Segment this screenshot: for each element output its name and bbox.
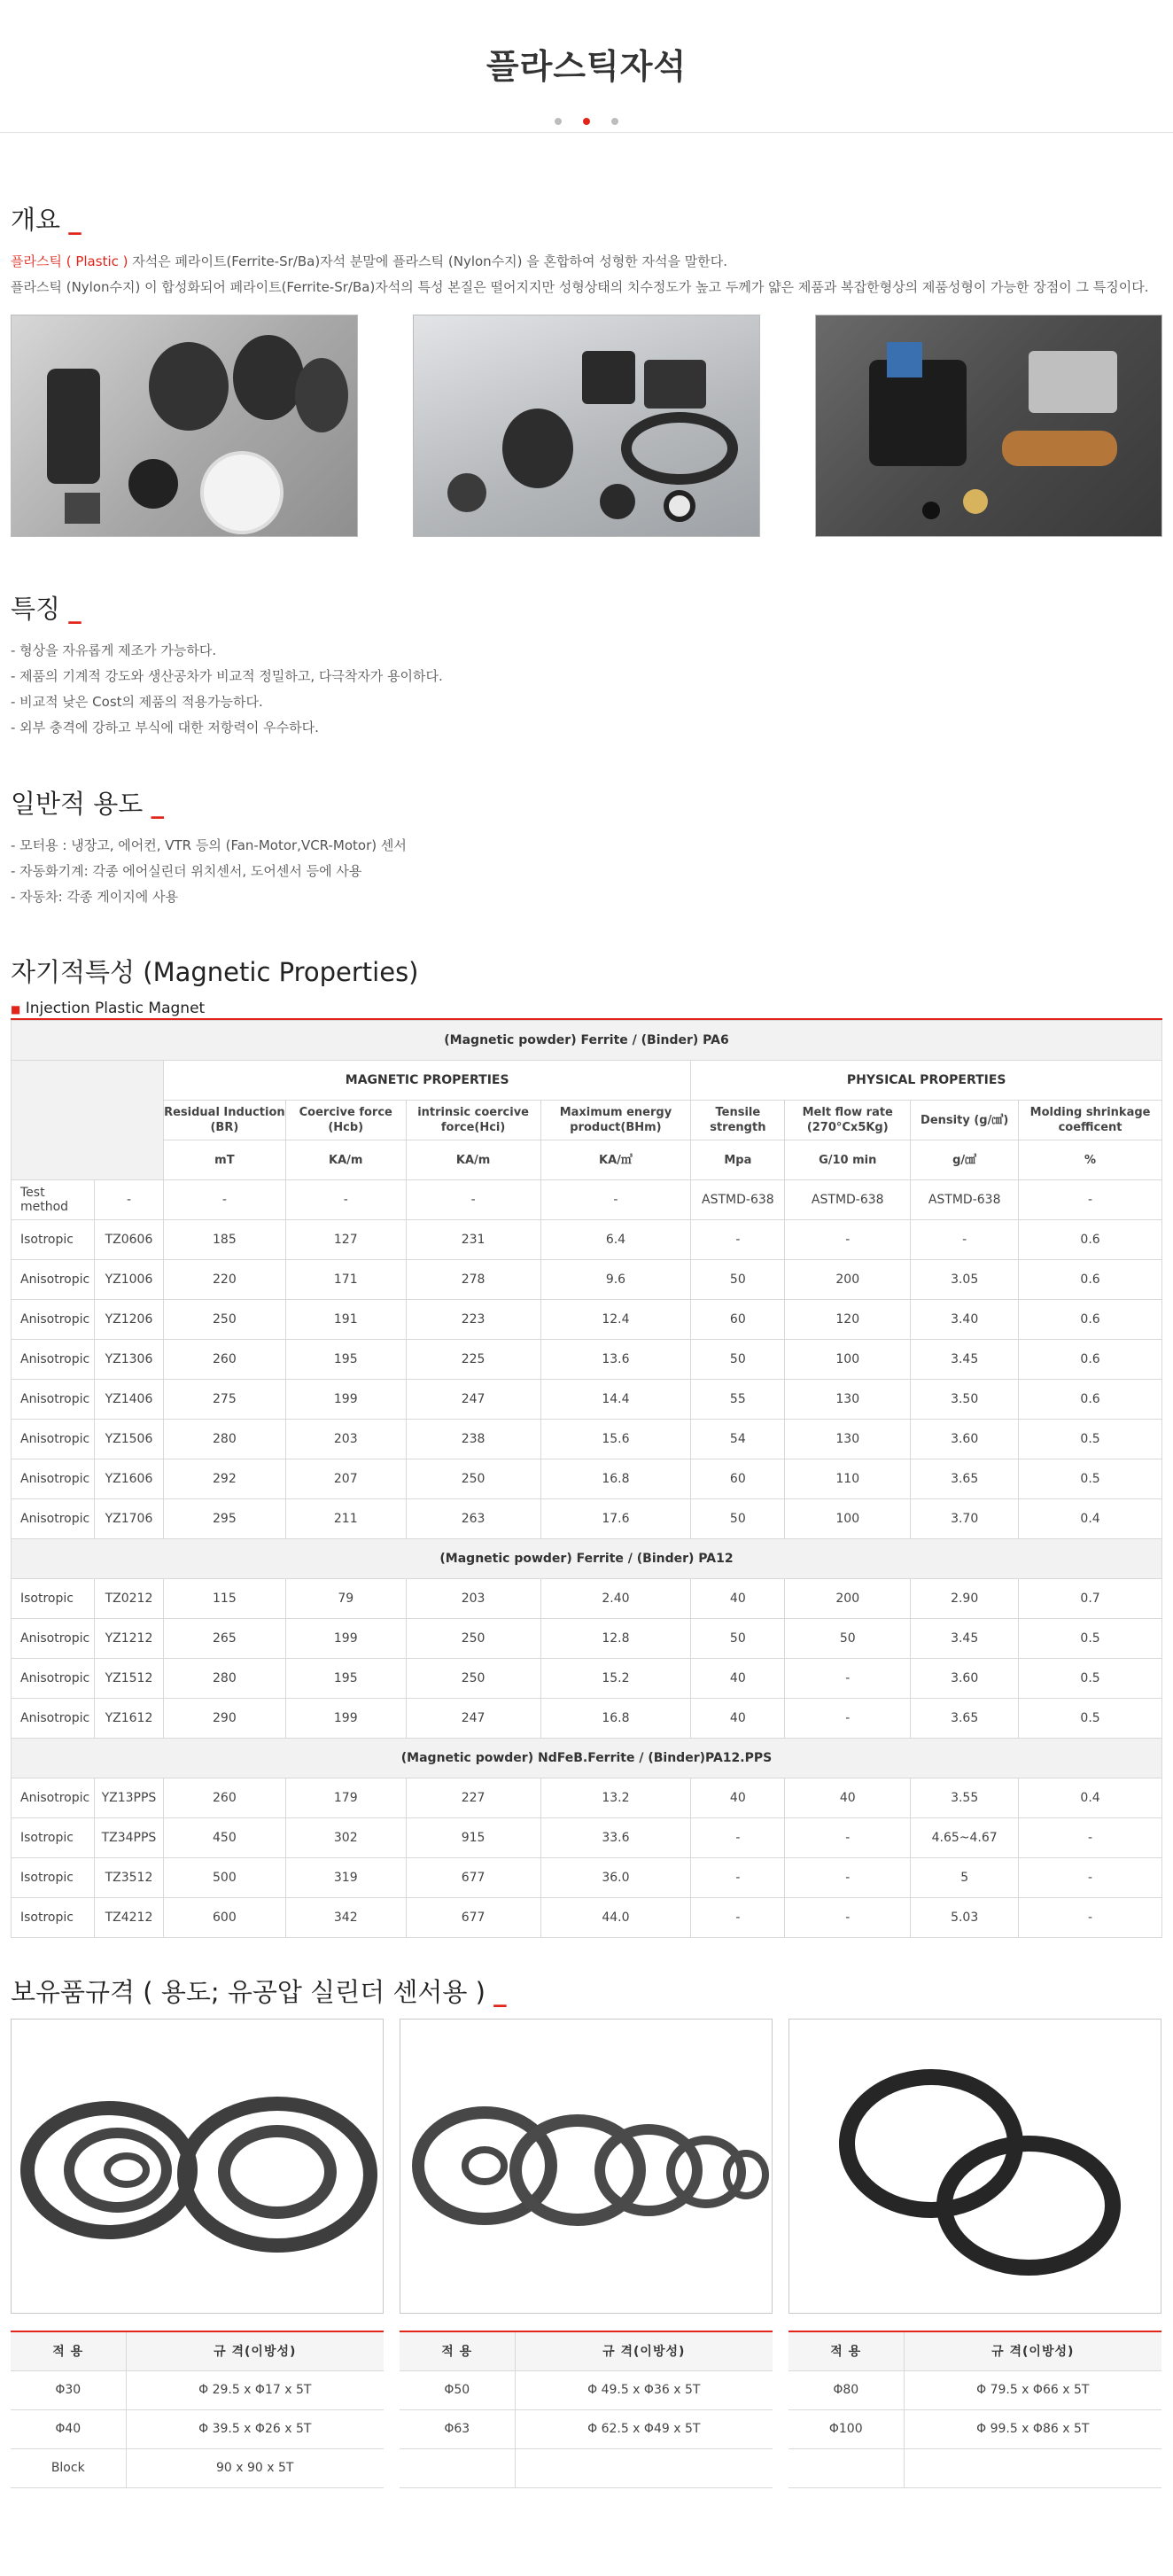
uses-section	[11, 784, 1162, 910]
value-cell: 260	[163, 1778, 285, 1818]
value-cell: 0.6	[1019, 1340, 1162, 1380]
value-cell: 50	[691, 1499, 785, 1539]
value-cell: 127	[285, 1220, 406, 1260]
overview-line-2: 플라스틱 (Nylon수지) 이 합성화되어 페라이트(Ferrite-Sr/Ba)자석의 특성 본질은 떨어지지만 성형상태의 치수정도가 높고 두께가 얇은 제품과 복잡한형상의 제품성형이 가능한 장점이 그 특징이다.	[11, 279, 1149, 295]
value-cell: 0.6	[1019, 1220, 1162, 1260]
value-cell: 33.6	[540, 1818, 691, 1858]
row-type-cell: Anisotropic	[12, 1659, 95, 1699]
dot-1[interactable]	[555, 118, 562, 125]
value-cell: 185	[163, 1220, 285, 1260]
row-type-cell: Anisotropic	[12, 1420, 95, 1459]
value-cell: 100	[785, 1340, 911, 1380]
dot-2-active[interactable]	[583, 118, 590, 125]
value-cell: 0.5	[1019, 1459, 1162, 1499]
value-cell: 278	[406, 1260, 540, 1300]
value-cell: 280	[163, 1659, 285, 1699]
value-cell: 3.65	[911, 1699, 1019, 1739]
value-cell: -	[785, 1818, 911, 1858]
value-cell: 600	[163, 1898, 285, 1938]
grade-cell: YZ1706	[94, 1499, 163, 1539]
table-row: Φ63 Φ 62.5 x Φ49 x 5T	[400, 2409, 773, 2448]
table-row	[12, 1300, 1162, 1340]
value-cell: 115	[163, 1579, 285, 1619]
value-cell: -	[691, 1818, 785, 1858]
table-row	[12, 1619, 1162, 1659]
grade-cell: YZ1506	[94, 1420, 163, 1459]
use-item: - 모터용 : 냉장고, 에어컨, VTR 등의 (Fan-Motor,VCR-Motor) 센서	[11, 837, 407, 853]
table-row: Φ50 Φ 49.5 x Φ36 x 5T	[400, 2370, 773, 2409]
spec-table-2: 적 용 규 격(이방성) Φ50 Φ 49.5 x Φ36 x 5T Φ63 Φ 62.5 x Φ49 x 5T	[400, 2331, 773, 2488]
value-cell: 290	[163, 1699, 285, 1739]
row-type-cell: Isotropic	[12, 1858, 95, 1898]
value-cell: 9.6	[540, 1260, 691, 1300]
value-cell: 0.4	[1019, 1778, 1162, 1818]
grade-cell: TZ0212	[94, 1579, 163, 1619]
value-cell: -	[1019, 1898, 1162, 1938]
grade-cell: YZ1306	[94, 1340, 163, 1380]
value-cell: 231	[406, 1220, 540, 1260]
value-cell: -	[691, 1898, 785, 1938]
value-cell: 292	[163, 1459, 285, 1499]
row-type-cell: Anisotropic	[12, 1380, 95, 1420]
value-cell: 6.4	[540, 1220, 691, 1260]
value-cell: 3.50	[911, 1380, 1019, 1420]
row-type-cell: Isotropic	[12, 1898, 95, 1938]
value-cell: 40	[691, 1699, 785, 1739]
value-cell: 3.60	[911, 1420, 1019, 1459]
value-cell: 60	[691, 1300, 785, 1340]
table-row: Φ100 Φ 99.5 x Φ86 x 5T	[788, 2409, 1161, 2448]
value-cell: 50	[691, 1260, 785, 1300]
grade-cell: YZ1406	[94, 1380, 163, 1420]
uses-heading: 일반적 용도 _	[11, 789, 165, 819]
row-type-cell: Anisotropic	[12, 1499, 95, 1539]
value-cell: 100	[785, 1499, 911, 1539]
feature-item: - 형상을 자유롭게 제조가 가능하다.	[11, 642, 217, 658]
value-cell: 280	[163, 1420, 285, 1459]
table-row	[12, 1659, 1162, 1699]
value-cell: 16.8	[540, 1699, 691, 1739]
value-cell: 3.05	[911, 1260, 1019, 1300]
title-area	[0, 0, 1173, 133]
value-cell: 223	[406, 1300, 540, 1340]
value-cell: 3.60	[911, 1659, 1019, 1699]
value-cell: 171	[285, 1260, 406, 1300]
stock-photo-2	[400, 2019, 773, 2314]
value-cell: 677	[406, 1858, 540, 1898]
value-cell: 3.40	[911, 1300, 1019, 1340]
value-cell: 3.65	[911, 1459, 1019, 1499]
magnetic-subheading: ■ Injection Plastic Magnet	[11, 1000, 206, 1017]
value-cell: 40	[691, 1778, 785, 1818]
value-cell: 250	[406, 1619, 540, 1659]
dot-3[interactable]	[611, 118, 618, 125]
grade-cell: YZ1606	[94, 1459, 163, 1499]
row-type-cell: Anisotropic	[12, 1619, 95, 1659]
value-cell: 12.8	[540, 1619, 691, 1659]
spec-table-3: 적 용 규 격(이방성) Φ80 Φ 79.5 x Φ66 x 5T Φ100 Φ 99.5 x Φ86 x 5T	[788, 2331, 1161, 2488]
value-cell: -	[691, 1220, 785, 1260]
table-row	[12, 1699, 1162, 1739]
value-cell: 250	[406, 1459, 540, 1499]
motor-parts-illustration	[816, 315, 1162, 537]
pagination-dots	[0, 118, 1173, 125]
features-section	[11, 589, 1162, 741]
page-title: 플라스틱자석	[486, 47, 687, 86]
value-cell: -	[163, 1180, 285, 1220]
value-cell: 110	[785, 1459, 911, 1499]
value-cell: 13.2	[540, 1778, 691, 1818]
table-row	[12, 1499, 1162, 1539]
value-cell: 50	[785, 1619, 911, 1659]
value-cell: -	[785, 1858, 911, 1898]
value-cell: 247	[406, 1699, 540, 1739]
value-cell: 0.7	[1019, 1579, 1162, 1619]
row-type-cell: Test method	[12, 1180, 95, 1220]
product-photo-3	[815, 315, 1162, 537]
table-row: Φ40 Φ 39.5 x Φ26 x 5T	[11, 2409, 384, 2448]
magnetic-heading: 자기적특성 (Magnetic Properties)	[11, 957, 419, 987]
overview-section	[11, 200, 1162, 300]
features-heading: 특징 _	[11, 594, 82, 624]
value-cell: 0.5	[1019, 1420, 1162, 1459]
stock-heading: 보유품규격 ( 용도; 유공압 실린더 센서용 ) _	[11, 1977, 507, 2007]
value-cell: -	[1019, 1818, 1162, 1858]
row-type-cell: Anisotropic	[12, 1459, 95, 1499]
value-cell: 199	[285, 1380, 406, 1420]
row-type-cell: Isotropic	[12, 1818, 95, 1858]
value-cell: 16.8	[540, 1459, 691, 1499]
value-cell: ASTMD-638	[691, 1180, 785, 1220]
row-type-cell: Isotropic	[12, 1220, 95, 1260]
magnet-rings-illustration	[414, 315, 760, 537]
magnetic-properties-table	[11, 1020, 1162, 1938]
value-cell: 195	[285, 1659, 406, 1699]
value-cell: 179	[285, 1778, 406, 1818]
grade-cell: YZ1612	[94, 1699, 163, 1739]
value-cell: 250	[163, 1300, 285, 1340]
rings-80-100-illustration	[789, 2020, 1161, 2314]
features-list	[11, 638, 1162, 741]
table-row	[12, 1778, 1162, 1818]
value-cell: 211	[285, 1499, 406, 1539]
value-cell: 40	[691, 1579, 785, 1619]
stock-section	[11, 1973, 1162, 2009]
value-cell: 60	[691, 1459, 785, 1499]
value-cell: 2.90	[911, 1579, 1019, 1619]
grade-cell: TZ34PPS	[94, 1818, 163, 1858]
rings-30-40-illustration	[12, 2020, 384, 2314]
value-cell: 15.2	[540, 1659, 691, 1699]
rings-50-63-illustration	[400, 2020, 773, 2314]
value-cell: 4.65~4.67	[911, 1818, 1019, 1858]
table-row: Block 90 x 90 x 5T	[11, 2448, 384, 2487]
value-cell: 0.5	[1019, 1659, 1162, 1699]
value-cell: 342	[285, 1898, 406, 1938]
value-cell: 295	[163, 1499, 285, 1539]
value-cell: -	[1019, 1858, 1162, 1898]
table-row	[12, 1420, 1162, 1459]
row-type-cell: Anisotropic	[12, 1340, 95, 1380]
value-cell: 44.0	[540, 1898, 691, 1938]
value-cell: 677	[406, 1898, 540, 1938]
value-cell: 12.4	[540, 1300, 691, 1340]
value-cell: 5.03	[911, 1898, 1019, 1938]
value-cell: 14.4	[540, 1380, 691, 1420]
value-cell: 319	[285, 1858, 406, 1898]
overview-heading: 개요 _	[11, 205, 82, 235]
value-cell: 40	[691, 1659, 785, 1699]
table-row	[12, 1459, 1162, 1499]
table-row	[12, 1898, 1162, 1938]
value-cell: ASTMD-638	[911, 1180, 1019, 1220]
value-cell: ASTMD-638	[785, 1180, 911, 1220]
table-row: Φ30 Φ 29.5 x Φ17 x 5T	[11, 2370, 384, 2409]
spec-table-1: 적 용 규 격(이방성) Φ30 Φ 29.5 x Φ17 x 5T Φ40 Φ 39.5 x Φ26 x 5T Block 90 x 90 x 5T	[11, 2331, 384, 2488]
value-cell: 0.6	[1019, 1380, 1162, 1420]
value-cell: 3.55	[911, 1778, 1019, 1818]
row-type-cell: Anisotropic	[12, 1260, 95, 1300]
product-photo-2	[413, 315, 760, 537]
value-cell: 3.45	[911, 1619, 1019, 1659]
value-cell: 200	[785, 1579, 911, 1619]
use-item: - 자동차: 각종 게이지에 사용	[11, 889, 178, 905]
value-cell: 5	[911, 1858, 1019, 1898]
uses-list	[11, 833, 1162, 910]
value-cell: 203	[406, 1579, 540, 1619]
value-cell: 55	[691, 1380, 785, 1420]
table-row	[12, 1180, 1162, 1220]
value-cell: -	[785, 1699, 911, 1739]
table-row	[12, 1340, 1162, 1380]
value-cell: 120	[785, 1300, 911, 1340]
value-cell: 247	[406, 1380, 540, 1420]
table-row	[12, 1579, 1162, 1619]
value-cell: 79	[285, 1579, 406, 1619]
value-cell: 263	[406, 1499, 540, 1539]
table-row	[12, 1260, 1162, 1300]
table-row: Φ80 Φ 79.5 x Φ66 x 5T	[788, 2370, 1161, 2409]
value-cell: -	[540, 1180, 691, 1220]
value-cell: 203	[285, 1420, 406, 1459]
column-header-row: Residual Induction (BR) Coercive force (Hcb) intrinsic coercive force(Hci) Maximum energy product(BHm) Tensile strength Melt flow rate (270°Cx5Kg) Density (g/㎤) Molding shrinkage coefficent	[12, 1101, 1162, 1140]
units-row: mT KA/m KA/m KA/㎥ Mpa G/10 min g/㎤ %	[12, 1140, 1162, 1180]
grade-cell: TZ0606	[94, 1220, 163, 1260]
grade-cell: TZ4212	[94, 1898, 163, 1938]
value-cell: 0.4	[1019, 1499, 1162, 1539]
value-cell: -	[785, 1220, 911, 1260]
value-cell: 40	[785, 1778, 911, 1818]
value-cell: 36.0	[540, 1858, 691, 1898]
value-cell: 130	[785, 1380, 911, 1420]
value-cell: -	[785, 1659, 911, 1699]
magnetic-section	[11, 953, 1162, 1017]
value-cell: 450	[163, 1818, 285, 1858]
value-cell: 0.5	[1019, 1699, 1162, 1739]
row-type-cell: Anisotropic	[12, 1300, 95, 1340]
value-cell: 915	[406, 1818, 540, 1858]
value-cell: 130	[785, 1420, 911, 1459]
value-cell: 238	[406, 1420, 540, 1459]
value-cell: 225	[406, 1340, 540, 1380]
stock-photo-3	[788, 2019, 1161, 2314]
value-cell: 207	[285, 1459, 406, 1499]
value-cell: 13.6	[540, 1340, 691, 1380]
grade-cell: YZ1512	[94, 1659, 163, 1699]
value-cell: -	[911, 1220, 1019, 1260]
grade-cell: TZ3512	[94, 1858, 163, 1898]
row-type-cell: Anisotropic	[12, 1699, 95, 1739]
value-cell: 17.6	[540, 1499, 691, 1539]
value-cell: 0.5	[1019, 1619, 1162, 1659]
grade-cell: YZ1206	[94, 1300, 163, 1340]
value-cell: 500	[163, 1858, 285, 1898]
overview-line-1: 플라스틱 ( Plastic ) 자석은 페라이트(Ferrite-Sr/Ba)자석 분말에 플라스틱 (Nylon수지) 을 혼합하여 성형한 자석을 말한다.	[11, 253, 727, 269]
value-cell: 0.6	[1019, 1300, 1162, 1340]
value-cell: 54	[691, 1420, 785, 1459]
value-cell: -	[785, 1898, 911, 1938]
use-item: - 자동화기계: 각종 에어실린더 위치센서, 도어센서 등에 사용	[11, 863, 362, 879]
row-type-cell: Anisotropic	[12, 1778, 95, 1818]
value-cell: -	[285, 1180, 406, 1220]
value-cell: 15.6	[540, 1420, 691, 1459]
value-cell: 50	[691, 1340, 785, 1380]
section-header-row: MAGNETIC PROPERTIES PHYSICAL PROPERTIES	[12, 1061, 1162, 1101]
value-cell: 260	[163, 1340, 285, 1380]
value-cell: 227	[406, 1778, 540, 1818]
value-cell: 200	[785, 1260, 911, 1300]
value-cell: -	[1019, 1180, 1162, 1220]
value-cell: -	[406, 1180, 540, 1220]
row-type-cell: Isotropic	[12, 1579, 95, 1619]
value-cell: -	[691, 1858, 785, 1898]
value-cell: 3.45	[911, 1340, 1019, 1380]
table-row	[12, 1380, 1162, 1420]
value-cell: 50	[691, 1619, 785, 1659]
value-cell: 191	[285, 1300, 406, 1340]
value-cell: 220	[163, 1260, 285, 1300]
ferrite-parts-illustration	[12, 315, 358, 537]
value-cell: 199	[285, 1699, 406, 1739]
grade-cell: -	[94, 1180, 163, 1220]
value-cell: 2.40	[540, 1579, 691, 1619]
value-cell: 0.6	[1019, 1260, 1162, 1300]
value-cell: 195	[285, 1340, 406, 1380]
group-header-pps: (Magnetic powder) NdFeB.Ferrite / (Binder)PA12.PPS	[12, 1739, 1162, 1778]
table-row	[12, 1818, 1162, 1858]
grade-cell: YZ1212	[94, 1619, 163, 1659]
value-cell: 302	[285, 1818, 406, 1858]
feature-item: - 외부 충격에 강하고 부식에 대한 저항력이 우수하다.	[11, 720, 319, 735]
group-header-pa12: (Magnetic powder) Ferrite / (Binder) PA12	[12, 1539, 1162, 1579]
feature-item: - 제품의 기계적 강도와 생산공차가 비교적 정밀하고, 다극착자가 용이하다.	[11, 668, 443, 684]
table-row	[788, 2448, 1161, 2487]
table-row	[12, 1220, 1162, 1260]
grade-cell: YZ1006	[94, 1260, 163, 1300]
grade-cell: YZ13PPS	[94, 1778, 163, 1818]
value-cell: 250	[406, 1659, 540, 1699]
value-cell: 199	[285, 1619, 406, 1659]
value-cell: 275	[163, 1380, 285, 1420]
value-cell: 3.70	[911, 1499, 1019, 1539]
feature-item: - 비교적 낮은 Cost의 제품의 적용가능하다.	[11, 694, 263, 710]
group-header-pa6: (Magnetic powder) Ferrite / (Binder) PA6	[12, 1021, 1162, 1061]
table-row	[12, 1858, 1162, 1898]
product-photo-1	[11, 315, 358, 537]
table-row	[400, 2448, 773, 2487]
stock-photo-1	[11, 2019, 384, 2314]
value-cell: 265	[163, 1619, 285, 1659]
